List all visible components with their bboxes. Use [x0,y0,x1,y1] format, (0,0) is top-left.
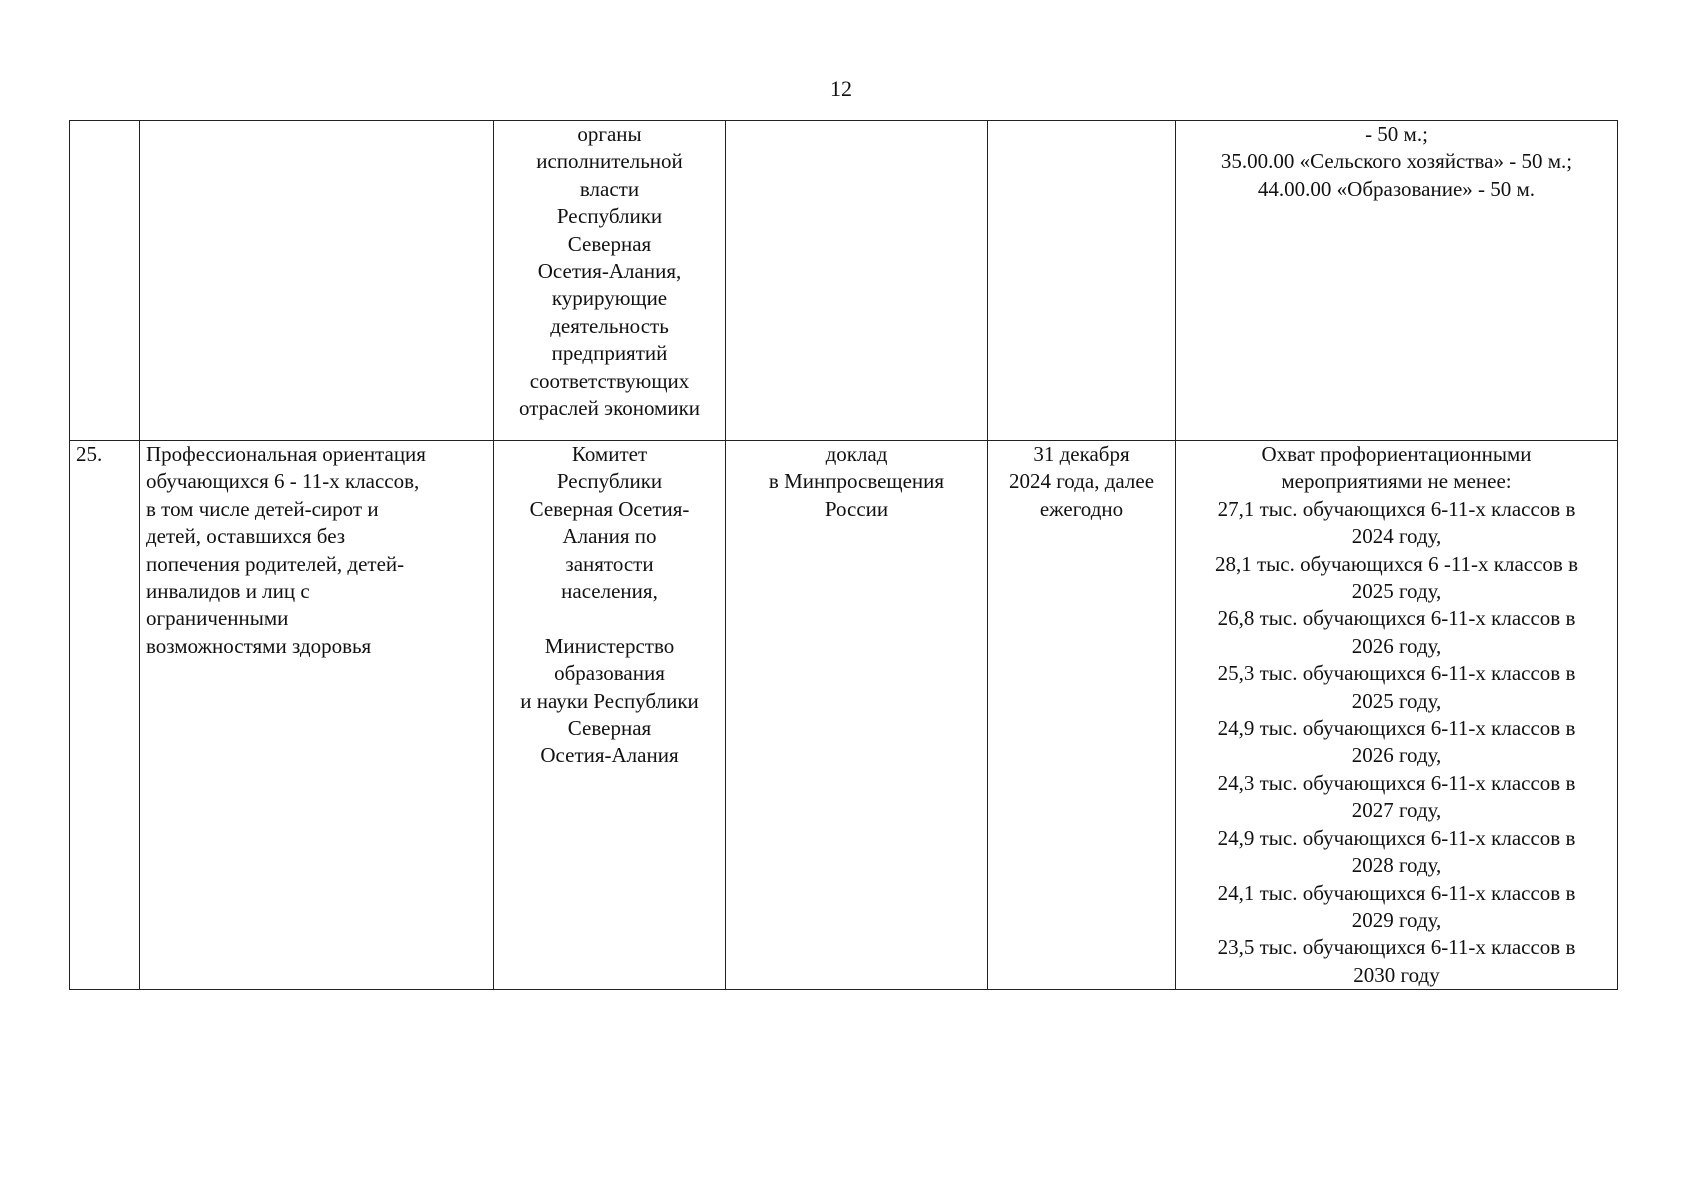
indicator-line: 26,8 тыс. обучающихся 6-11-х классов в [1217,606,1576,631]
indicator-line: 2025 году, [1351,688,1442,713]
measure-title-line: Профессиональная ориентация [146,442,426,466]
responsible-cell [494,441,726,990]
indicator-line: 23,5 тыс. обучающихся 6-11-х классов в [1217,935,1576,960]
responsible-line: Комитет [571,442,648,466]
table-row [70,121,1618,441]
deadline-line: 2024 года, далее [1008,469,1155,494]
indicator-line: 35.00.00 «Сельского хозяйства» - 50 м.; [1220,149,1573,174]
responsible-line: органы [577,122,642,146]
measure-title-line: в том числе детей-сирот и [146,496,379,521]
responsible-line: исполнительной [536,149,683,174]
report-form-line: России [824,496,889,521]
responsible-line: населения, [561,579,658,604]
indicator-line: - 50 м.; [1365,122,1428,146]
indicator-line: 2029 году, [1351,907,1442,932]
responsible-line: Осетия-Алания [540,743,679,768]
indicator-cell [1176,121,1618,441]
indicator-line: 25,3 тыс. обучающихся 6-11-х классов в [1217,661,1576,686]
indicator-cell [1176,441,1618,990]
responsible-line: Северная [567,716,652,741]
page-number: 12 [830,76,852,101]
report-form-cell [726,121,988,441]
indicator-line: 24,9 тыс. обучающихся 6-11-х классов в [1217,716,1576,741]
responsible-line: курирующие [551,286,668,311]
responsible-line: Осетия-Алания, [537,259,682,284]
responsible-line: предприятий [551,341,668,366]
deadline-line: 31 декабря [1033,442,1130,466]
indicator-line: 24,9 тыс. обучающихся 6-11-х классов в [1217,825,1576,850]
report-form-line: в Минпросвещения [768,469,945,494]
responsible-line: Республики [556,469,663,494]
responsible-line: Северная [567,231,652,256]
responsible-line: деятельность [550,313,669,338]
report-form-cell [726,441,988,990]
indicator-line: 2028 году, [1351,853,1442,878]
responsible-line: Министерство [544,633,675,658]
responsible-line: образования [554,661,665,686]
row-number-cell [70,441,140,990]
measure-title-line: детей, оставшихся без [146,524,346,549]
measures-table [69,120,1618,990]
responsible-line: Северная Осетия- [529,496,690,521]
measure-title-line: обучающихся 6 - 11-х классов, [146,469,420,494]
measure-title-line: возможностями здоровья [146,633,372,658]
responsible-line: власти [579,176,640,201]
paragraph-gap [500,605,719,632]
indicator-line: 27,1 тыс. обучающихся 6-11-х классов в [1217,496,1576,521]
measure-title-cell [140,441,494,990]
report-form-line: доклад [825,442,888,466]
row-number-cell [70,121,140,441]
row-number: 25. [76,442,103,466]
deadline-cell [988,441,1176,990]
responsible-cell [494,121,726,441]
measure-title-line: попечения родителей, детей- [146,551,405,576]
table-row [70,441,1618,990]
responsible-line: занятости [565,551,654,576]
measure-title-line: инвалидов и лиц с [146,579,310,604]
responsible-line: Алания по [562,524,657,549]
measure-title-line: ограниченными [146,606,289,631]
indicator-line: 2025 году, [1351,579,1442,604]
responsible-line: Республики [556,204,663,229]
indicator-line: 2027 году, [1351,798,1442,823]
indicator-line: 44.00.00 «Образование» - 50 м. [1257,176,1536,201]
indicator-line: Охват профориентационными [1261,442,1532,466]
indicator-line: 2024 году, [1351,524,1442,549]
indicator-line: 2026 году, [1351,743,1442,768]
indicator-line: 2026 году, [1351,633,1442,658]
indicator-line: 2030 году [1353,962,1440,987]
deadline-cell [988,121,1176,441]
responsible-line: соответствующих [529,368,690,393]
indicator-line: мероприятиями не менее: [1281,469,1512,494]
measure-title-cell [140,121,494,441]
indicator-line: 24,3 тыс. обучающихся 6-11-х классов в [1217,770,1576,795]
responsible-line: и науки Республики [520,688,699,713]
indicator-line: 24,1 тыс. обучающихся 6-11-х классов в [1217,880,1576,905]
deadline-line: ежегодно [1039,496,1124,521]
indicator-line: 28,1 тыс. обучающихся 6 -11-х классов в [1214,551,1579,576]
responsible-line: отраслей экономики [518,396,701,421]
